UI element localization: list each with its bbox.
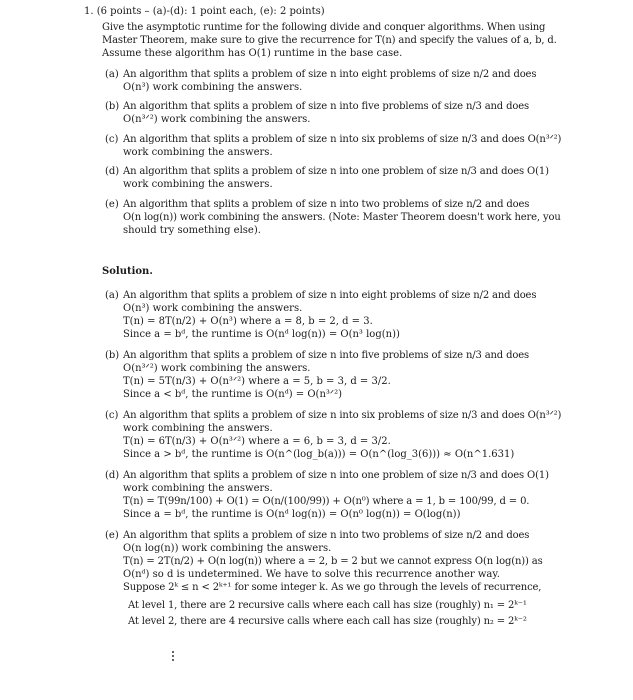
ellipsis-dot <box>172 659 174 661</box>
solution-label: (d) <box>105 470 120 481</box>
part-text: O(n³) work combining the answers. <box>123 82 303 93</box>
solution-text: O(nᵈ) so d is undetermined. We have to solve this recurrence another way. <box>123 569 500 580</box>
solution-text: O(n³ᐟ²) work combining the answers. <box>123 363 311 374</box>
solution-text: T(n) = 8T(n/2) + O(n³) where a = 8, b = 2, d = 3. <box>123 316 373 327</box>
part-text: work combining the answers. <box>123 179 273 190</box>
solution-text: Since a = bᵈ, the runtime is O(nᵈ log(n)) = O(n³ log(n)) <box>123 329 400 340</box>
solution-text: An algorithm that splits a problem of size n into six problems of size n/3 and does O(n³ᐟ²) <box>123 410 562 421</box>
part-label: (a) <box>105 69 119 80</box>
solution-label: (a) <box>105 290 119 301</box>
solution-text: Suppose 2ᵏ ≤ n < 2ᵏ⁺¹ for some integer k. As we go through the levels of recurrence, <box>123 582 542 593</box>
part-label: (c) <box>105 134 119 145</box>
solution-text: An algorithm that splits a problem of size n into one problem of size n/3 and does O(1) <box>123 470 549 481</box>
solution-text: T(n) = 6T(n/3) + O(n³ᐟ²) where a = 6, b = 3, d = 3/2. <box>123 436 391 447</box>
part-text: should try something else). <box>123 225 261 236</box>
part-label: (b) <box>105 101 120 112</box>
part-text: An algorithm that splits a problem of size n into one problem of size n/3 and does O(1) <box>123 166 549 177</box>
solution-label: (b) <box>105 350 120 361</box>
solution-text: At level 1, there are 2 recursive calls where each call has size (roughly) n₁ = 2ᵏ⁻¹ <box>128 600 527 611</box>
solution-text: T(n) = T(99n/100) + O(1) = O(n/(100/99)) + O(n⁰) where a = 1, b = 100/99, d = 0. <box>123 496 530 507</box>
solution-text: work combining the answers. <box>123 483 273 494</box>
part-text: O(n log(n)) work combining the answers. (Note: Master Theorem doesn't work here, you <box>123 212 561 223</box>
intro-line: Give the asymptotic runtime for the following divide and conquer algorithms. When using <box>102 22 546 33</box>
part-text: An algorithm that splits a problem of size n into six problems of size n/3 and does O(n³ᐟ²) <box>123 134 562 145</box>
solution-label: (e) <box>105 530 119 541</box>
solution-heading: Solution. <box>102 266 153 277</box>
solution-text: An algorithm that splits a problem of size n into eight problems of size n/2 and does <box>123 290 537 301</box>
part-label: (d) <box>105 166 120 177</box>
intro-line: Master Theorem, make sure to give the recurrence for T(n) and specify the values of a, b, d. <box>102 35 557 46</box>
solution-text: Since a < bᵈ, the runtime is O(nᵈ) = O(n³ᐟ²) <box>123 389 343 400</box>
solution-text: O(n³) work combining the answers. <box>123 303 303 314</box>
part-text: An algorithm that splits a problem of size n into eight problems of size n/2 and does <box>123 69 537 80</box>
solution-text: O(n log(n)) work combining the answers. <box>123 543 332 554</box>
problem-header: 1. (6 points – (a)-(d): 1 point each, (e): 2 points) <box>84 6 325 17</box>
solution-text: Since a > bᵈ, the runtime is O(n^(log_b(a))) = O(n^(log_3(6))) ≈ O(n^1.631) <box>123 449 515 460</box>
solution-text: An algorithm that splits a problem of size n into two problems of size n/2 and does <box>123 530 530 541</box>
ellipsis-dot <box>172 651 174 653</box>
solution-text: An algorithm that splits a problem of size n into five problems of size n/3 and does <box>123 350 529 361</box>
part-label: (e) <box>105 199 119 210</box>
solution-text: work combining the answers. <box>123 423 273 434</box>
part-text: An algorithm that splits a problem of size n into two problems of size n/2 and does <box>123 199 530 210</box>
solution-text: Since a = bᵈ, the runtime is O(nᵈ log(n)) = O(n⁰ log(n)) = O(log(n)) <box>123 509 461 520</box>
intro-line: Assume these algorithm has O(1) runtime in the base case. <box>102 48 403 59</box>
solution-text: At level 2, there are 4 recursive calls where each call has size (roughly) n₂ = 2ᵏ⁻² <box>128 616 527 627</box>
solution-text: T(n) = 2T(n/2) + O(n log(n)) where a = 2, b = 2 but we cannot express O(n log(n)) as <box>123 556 543 567</box>
part-text: work combining the answers. <box>123 147 273 158</box>
part-text: O(n³ᐟ²) work combining the answers. <box>123 114 311 125</box>
vertical-ellipsis <box>172 651 175 663</box>
solution-label: (c) <box>105 410 119 421</box>
ellipsis-dot <box>172 655 174 657</box>
part-text: An algorithm that splits a problem of size n into five problems of size n/3 and does <box>123 101 529 112</box>
solution-text: T(n) = 5T(n/3) + O(n³ᐟ²) where a = 5, b = 3, d = 3/2. <box>123 376 391 387</box>
